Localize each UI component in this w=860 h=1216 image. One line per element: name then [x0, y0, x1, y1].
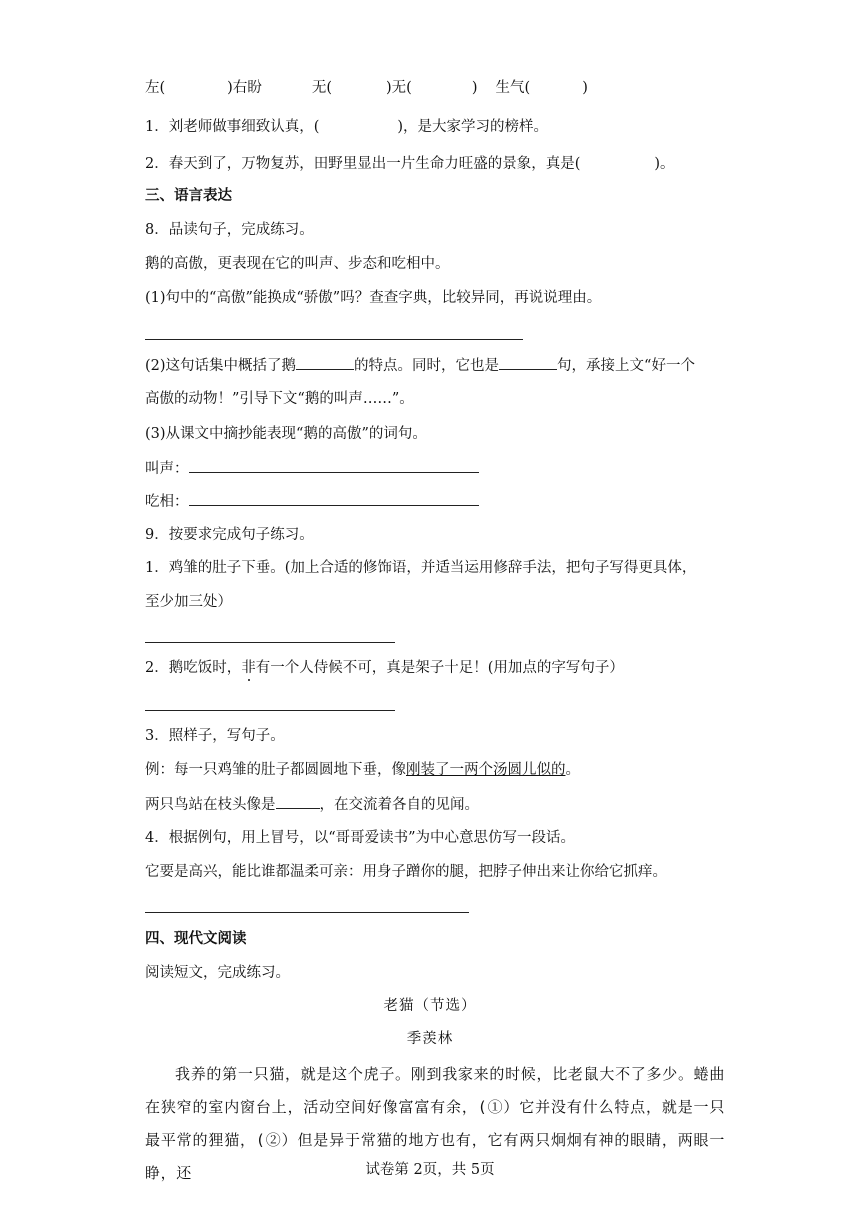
blank-eat[interactable] [189, 491, 479, 506]
q8-title: 8．品读句子，完成练习。 [145, 222, 314, 238]
q9-sentence-2: 2．鹅吃饭时，非有一个人侍候不可，真是架子十足！(用加点的字写句子） [145, 660, 624, 676]
reading-title: 老猫（节选） [383, 998, 477, 1014]
answer-line[interactable] [145, 912, 469, 913]
section-4-heading: 四、现代文阅读 [145, 931, 247, 947]
q9-sentence-1-cont: 至少加三处） [145, 594, 232, 610]
page-footer: 试卷第 2页，共 5页 [365, 1162, 495, 1178]
q7-sentence-1: 1．刘老师做事细致认真，( )，是大家学习的榜样。 [145, 119, 549, 135]
q8-sentence: 鹅的高傲，更表现在它的叫声、步态和吃相中。 [145, 256, 450, 272]
section-3-heading: 三、语言表达 [145, 188, 232, 204]
q9-sentence-4-example: 它要是高兴，能比谁都温柔可亲：用身子蹭你的腿，把脖子伸出来让你给它抓痒。 [145, 864, 667, 880]
reading-body: 我养的第一只猫，就是这个虎子。刚到我家来的时候，比老鼠大不了多少。蜷曲在狭窄的室内窗台上，活动空间好像富富有余，(①）它并没有什么特点，就是一只最平常的狸猫，(②）但是异于常猫的地方也有，它有两只炯炯有神的眼睛，两眼一睁，还 [145, 1065, 725, 1182]
q8-call-line: 叫声： [145, 458, 479, 479]
q9-title: 9．按要求完成句子练习。 [145, 527, 314, 543]
reading-author: 季羡林 [406, 1031, 454, 1047]
q8-part-2-cont: 高傲的动物！”引导下文“鹅的叫声……”。 [145, 391, 414, 407]
q9-sentence-4: 4．根据例句，用上冒号，以“哥哥爱读书”为中心意思仿写一段话。 [145, 830, 576, 846]
q8-part-1: (1)句中的“高傲”能换成“骄傲”吗？查查字典，比较异同，再说说理由。 [145, 290, 602, 306]
blank-sentence-type[interactable] [499, 355, 557, 370]
q7-sentence-2: 2．春天到了，万物复苏，田野里显出一片生命力旺盛的景象，真是( )。 [145, 156, 675, 172]
blank-call[interactable] [189, 458, 479, 473]
q9-sentence-3: 3．照样子，写句子。 [145, 728, 285, 744]
q8-part-2: (2)这句话集中概括了鹅 的特点。同时，它也是 句，承接上文“好一个 [145, 355, 695, 376]
blank-trait[interactable] [296, 355, 354, 370]
q9-example: 例：每一只鸡雏的肚子都圆圆地下垂，像刚装了一两个汤圆儿似的。 [145, 762, 580, 778]
q9-sentence-1: 1．鸡雏的肚子下垂。(加上合适的修饰语，并适当运用修辞手法，把句子写得更具体， [145, 560, 697, 576]
answer-line[interactable] [145, 339, 523, 340]
reading-intro: 阅读短文，完成练习。 [145, 965, 290, 981]
q9-sentence-3-task: 两只鸟站在枝头像是 ，在交流着各自的见闻。 [145, 794, 479, 815]
answer-line[interactable] [145, 642, 395, 643]
answer-line[interactable] [145, 710, 395, 711]
q8-part-3: (3)从课文中摘抄能表现“鹅的高傲”的词句。 [145, 426, 427, 442]
blank-simile[interactable] [276, 794, 320, 809]
q8-eat-line: 吃相： [145, 491, 479, 512]
idiom-line: 左( )右盼 无( )无( ) 生气( ) [145, 80, 588, 96]
